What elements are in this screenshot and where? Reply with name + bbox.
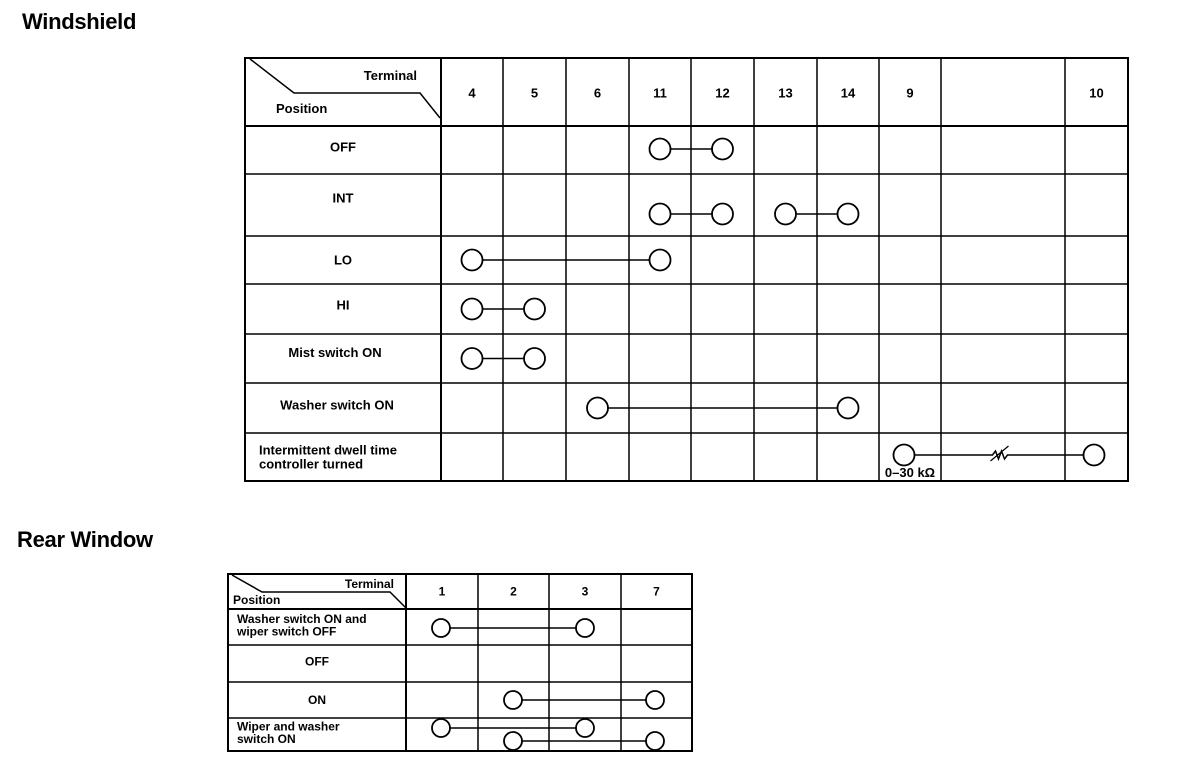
rear-window-row-label: switch ON — [237, 732, 296, 746]
windshield-resistor-symbol — [945, 451, 1084, 459]
rear-window-terminal-circle — [504, 691, 522, 709]
windshield-terminal-circle — [462, 250, 483, 271]
rear-window-row-label: Washer switch ON and — [237, 611, 367, 626]
rear-window-terminal-circle — [576, 619, 594, 637]
windshield-terminal-circle — [838, 398, 859, 419]
windshield-header-position: Position — [276, 101, 328, 116]
windshield-terminal-circle — [775, 204, 796, 225]
windshield-terminal-circle — [650, 204, 671, 225]
rear-window-terminal-2: 2 — [510, 584, 517, 599]
rear-window-terminal-1: 1 — [438, 584, 446, 599]
windshield-table — [245, 58, 1128, 481]
windshield-terminal-circle — [524, 348, 545, 369]
windshield-terminal-circle — [650, 139, 671, 160]
windshield-terminal-circle — [712, 139, 733, 160]
rear-window-terminal-circle — [646, 691, 664, 709]
windshield-row — [259, 443, 1105, 480]
windshield-terminal-10: 10 — [1089, 85, 1104, 101]
rear-window-row — [305, 655, 329, 669]
rear-window-terminal-7: 7 — [653, 584, 660, 599]
windshield-terminal-circle — [587, 398, 608, 419]
rear-window-header-terminal: Terminal — [344, 577, 394, 591]
rear-window-row-label: ON — [308, 693, 326, 708]
windshield-row-label: Washer switch ON — [280, 397, 394, 413]
windshield-terminal-circle — [462, 299, 483, 320]
rear-window-row-label: OFF — [305, 654, 329, 669]
windshield-row-label: INT — [332, 190, 354, 206]
windshield-terminal-14: 14 — [840, 85, 856, 101]
rear-window-row — [236, 612, 594, 639]
rear-window-terminal-circle — [646, 732, 664, 750]
windshield-terminal-6: 6 — [593, 85, 602, 101]
windshield-terminal-circle — [462, 348, 483, 369]
windshield-terminal-9: 9 — [906, 85, 914, 101]
rear-window-header-position: Position — [233, 593, 281, 607]
rear-window-terminal-circle — [504, 732, 522, 750]
windshield-terminal-circle — [894, 445, 915, 466]
windshield-row-label: LO — [333, 252, 353, 268]
windshield-terminal-12: 12 — [715, 85, 730, 101]
rear-window-terminal-circle — [432, 619, 450, 637]
windshield-table-border — [245, 58, 1128, 481]
windshield-row-label: controller turned — [259, 456, 364, 472]
rear-window-row-label: wiper switch OFF — [237, 624, 337, 639]
windshield-row-label: Mist switch ON — [288, 345, 382, 361]
windshield-row-label: HI — [336, 297, 350, 313]
windshield-title: Windshield — [22, 9, 137, 34]
windshield-terminal-circle — [838, 204, 859, 225]
windshield-row-label: OFF — [330, 139, 356, 155]
rear-window-terminal-3: 3 — [581, 584, 589, 599]
windshield-terminal-circle — [712, 204, 733, 225]
rear-window-row-label: Wiper and washer — [237, 719, 340, 734]
windshield-terminal-circle — [650, 250, 671, 271]
windshield-resistance-label: 0–30 kΩ — [884, 465, 936, 480]
windshield-terminal-11: 11 — [653, 85, 667, 101]
windshield-terminal-4: 4 — [468, 85, 476, 101]
windshield-row — [334, 250, 671, 271]
rear-window-row — [308, 691, 664, 709]
windshield-row — [330, 139, 733, 160]
rear-window-terminal-circle — [576, 719, 594, 737]
windshield-terminal-circle — [524, 299, 545, 320]
windshield-row — [288, 345, 545, 369]
windshield-row-label: Intermittent dwell time — [259, 442, 397, 458]
windshield-terminal-circle — [1084, 445, 1105, 466]
windshield-terminal-5: 5 — [530, 85, 539, 101]
windshield-row — [333, 191, 859, 225]
rear-window-terminal-circle — [432, 719, 450, 737]
rear-window-table — [228, 574, 692, 751]
windshield-terminal-13: 13 — [778, 85, 793, 101]
windshield-row — [280, 398, 858, 419]
rear-window-row — [237, 719, 664, 750]
rear-window-title: Rear Window — [17, 527, 153, 552]
windshield-header-terminal: Terminal — [363, 68, 417, 83]
